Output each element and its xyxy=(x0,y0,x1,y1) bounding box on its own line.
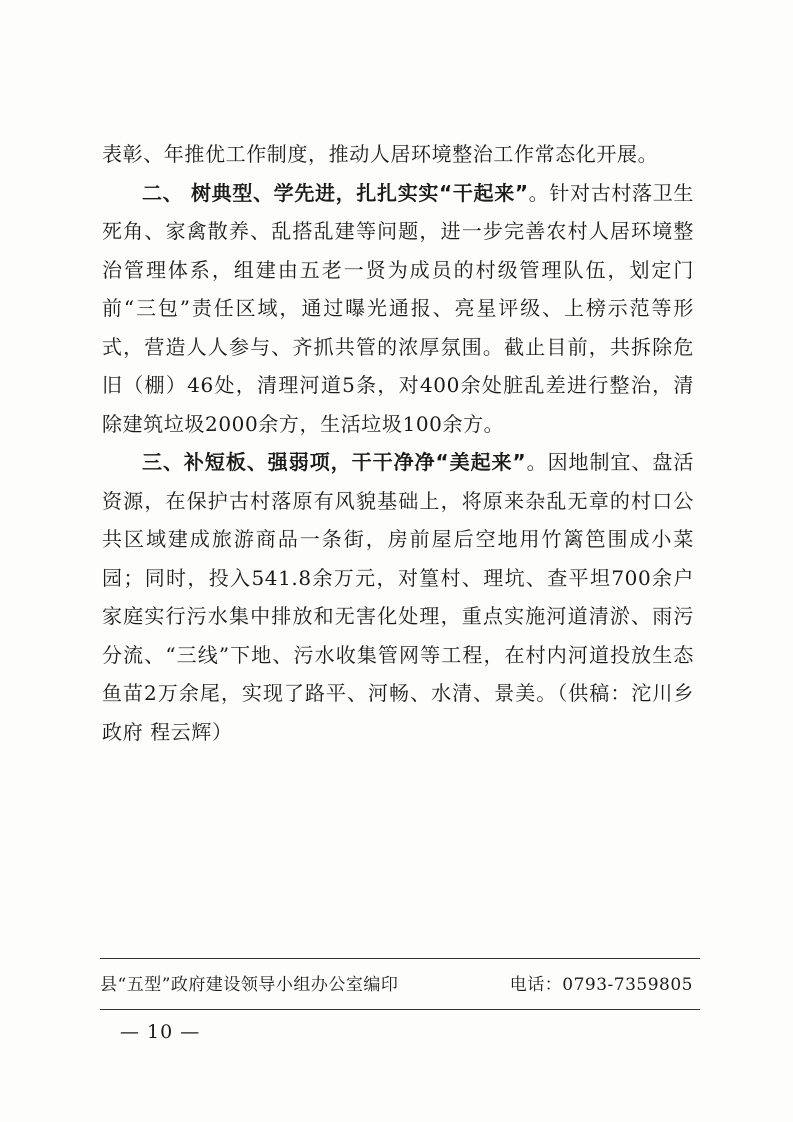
paragraph-text: 。针对古村落卫生死角、家禽散养、乱搭乱建等问题，进一步完善农村人居环境整治管理体系，组建由五老一贤为成员的村级管理队伍，划定门前“三包”责任区域，通过曝光通报、亮星评级、上榜示范等形式，营造人人参与、齐抓共管的浓厚氛围。截止目前，共拆除危旧（棚）46处，清理河道5条，对400余处脏乱差进行整治，清除建筑垃圾2000余方，生活垃圾100余方。 xyxy=(102,180,694,436)
footer-editor: 县“五型”政府建设领导小组办公室编印 xyxy=(100,975,399,995)
footer-divider-bottom xyxy=(100,1009,700,1010)
section-heading-2: 二、 树典型、学先进，扎扎实实“干起来” xyxy=(142,180,529,205)
footer-phone: 电话：0793-7359805 xyxy=(509,975,693,995)
footer-divider-top xyxy=(100,958,700,959)
paragraph-section-2 xyxy=(102,174,694,444)
paragraph-text: 表彰、年推优工作制度，推动人居环境整治工作常态化开展。 xyxy=(102,142,659,166)
section-heading-3: 三、补短板、强弱项，干干净净“美起来” xyxy=(142,450,527,474)
paragraph-continuation xyxy=(102,135,694,174)
paragraph-section-3 xyxy=(102,443,694,751)
page-number: — 10 — xyxy=(120,1021,201,1043)
body-text xyxy=(102,135,694,751)
paragraph-text: 。因地制宜、盘活资源，在保护古村落原有风貌基础上，将原来杂乱无章的村口公共区域建成旅游商品一条街，房前屋后空地用竹篱笆围成小菜园；同时，投入541.8余万元，对篁村、理坑、查平坦700余户家庭实行污水集中排放和无害化处理，重点实施河道清淤、雨污分流、“三线”下地、污水收集管网等工程，在村内河道投放生态鱼苗2万余尾，实现了路平、河畅、水清、景美。（供稿：沱川乡政府 程云辉） xyxy=(102,450,694,744)
